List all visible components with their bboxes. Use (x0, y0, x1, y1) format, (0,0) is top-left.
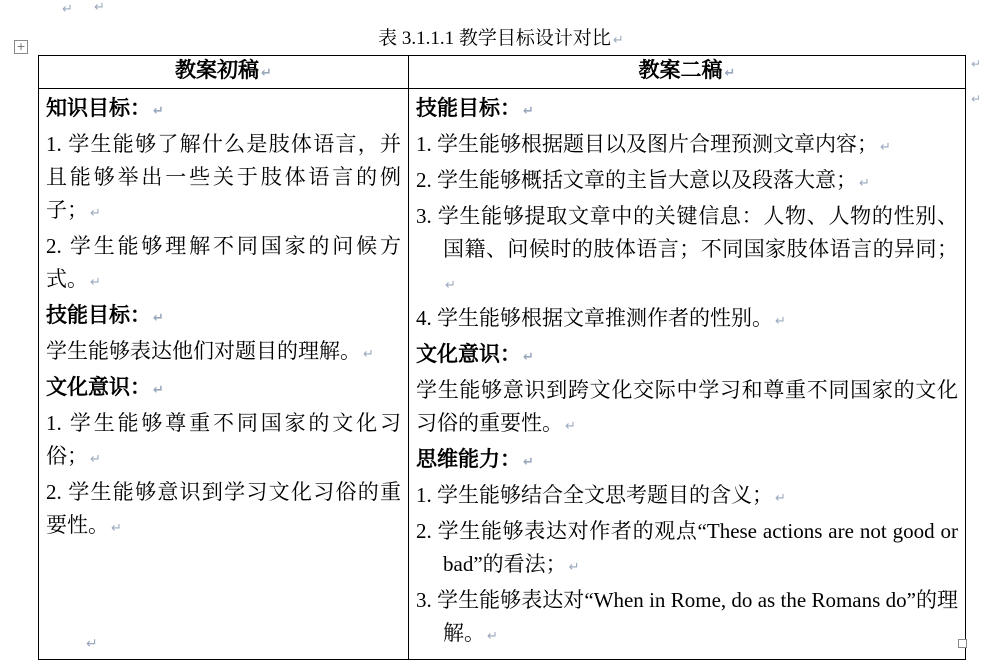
objective-item[interactable] (46, 230, 401, 299)
table-header-row-group (39, 56, 966, 89)
paragraph-text[interactable]: 1. 学生能够结合全文思考题目的含义； (416, 483, 773, 507)
table-header-row (39, 56, 966, 89)
paragraph-text[interactable]: 3. 学生能够表达对“When in Rome, do as the Romans do”的理解。 (416, 588, 958, 645)
paragraph-mark-icon: ↵ (90, 275, 101, 290)
objective-category-heading[interactable] (46, 299, 401, 335)
paragraph-text[interactable]: 学生能够表达他们对题目的理解。 (46, 339, 361, 363)
paragraph-mark-icon: ↵ (94, 0, 105, 15)
paragraph-text[interactable]: 学生能够意识到跨文化交际中学习和尊重不同国家的文化习俗的重要性。 (416, 378, 958, 435)
paragraph-mark-icon: ↵ (775, 491, 786, 506)
paragraph-mark-icon: ↵ (568, 560, 580, 575)
cell-draft-second[interactable] (409, 89, 966, 660)
paragraph-mark-icon: ↵ (612, 33, 624, 48)
objective-category-heading[interactable] (46, 371, 401, 407)
paragraph-mark-icon: ↵ (86, 636, 98, 652)
paragraph-mark-icon: ↵ (153, 311, 164, 326)
move-cross-icon: + (16, 40, 26, 53)
paragraph-text[interactable]: 2. 学生能够表达对作者的观点“These actions are not good or bad”的看法； (416, 519, 958, 576)
objective-item[interactable] (46, 476, 401, 545)
header-text-draft-initial: 教案初稿 (175, 58, 260, 82)
paragraph-text[interactable]: 文化意识： (416, 342, 521, 366)
paragraph-text[interactable]: 思维能力： (416, 447, 521, 471)
header-text-draft-second: 教案二稿 (638, 58, 723, 82)
paragraph-text[interactable]: 知识目标： (46, 96, 151, 120)
paragraph-text[interactable]: 技能目标： (46, 303, 151, 327)
table-caption[interactable] (0, 23, 1002, 50)
objective-item[interactable] (416, 584, 958, 653)
paragraph-mark-icon: ↵ (90, 206, 101, 221)
paragraph-mark-icon: ↵ (565, 419, 576, 434)
paragraph-mark-icon: ↵ (487, 629, 498, 644)
objective-item[interactable] (46, 335, 401, 371)
header-cell-draft-initial[interactable] (39, 56, 409, 89)
row-end-mark-icon: ↵ (971, 57, 982, 71)
objective-item[interactable] (416, 200, 958, 302)
objective-item[interactable] (416, 128, 958, 164)
table-resize-handle[interactable] (958, 639, 967, 648)
paragraph-text[interactable]: 1. 学生能够尊重不同国家的文化习俗； (46, 411, 401, 468)
paragraph-mark-icon: ↵ (62, 2, 73, 17)
objective-category-heading[interactable] (416, 338, 958, 374)
paragraph-text[interactable]: 2. 学生能够意识到学习文化习俗的重要性。 (46, 480, 401, 537)
cell-draft-initial[interactable] (39, 89, 409, 660)
objective-item[interactable] (46, 128, 401, 230)
paragraph-text[interactable]: 文化意识： (46, 375, 151, 399)
paragraph-mark-icon: ↵ (724, 66, 736, 81)
table-body-row (39, 89, 966, 660)
paragraph-text[interactable]: 3. 学生能够提取文章中的关键信息：人物、人物的性别、国籍、问候时的肢体语言；不同国家肢体语言的异同； (416, 204, 958, 261)
paragraph-mark-icon: ↵ (90, 452, 101, 467)
paragraph-mark-icon: ↵ (363, 347, 374, 362)
paragraph-text[interactable]: 2. 学生能够理解不同国家的问候方式。 (46, 234, 401, 291)
paragraph-text[interactable]: 2. 学生能够概括文章的主旨大意以及段落大意； (416, 168, 857, 192)
paragraph-mark-icon: ↵ (153, 383, 164, 398)
paragraph-mark-icon: ↵ (261, 66, 272, 81)
paragraph-mark-icon: ↵ (111, 521, 122, 536)
objective-item[interactable] (416, 374, 958, 443)
paragraph-text[interactable]: 1. 学生能够根据题目以及图片合理预测文章内容； (416, 132, 878, 156)
objective-category-heading[interactable] (416, 92, 958, 128)
paragraph-mark-icon: ↵ (153, 104, 164, 119)
objective-category-heading[interactable] (416, 443, 958, 479)
objective-item[interactable] (416, 515, 958, 584)
paragraph-mark-icon: ↵ (523, 350, 534, 365)
paragraph-mark-icon: ↵ (445, 278, 456, 293)
objective-item[interactable] (416, 164, 958, 200)
row-end-mark-icon: ↵ (971, 92, 982, 106)
objective-item[interactable] (416, 302, 958, 338)
paragraph-text[interactable]: 技能目标： (416, 96, 521, 120)
table-move-handle[interactable] (14, 40, 28, 54)
objective-category-heading[interactable] (46, 92, 401, 128)
objective-item[interactable] (416, 479, 958, 515)
paragraph-mark-icon: ↵ (880, 140, 891, 155)
paragraph-text[interactable]: 4. 学生能够根据文章推测作者的性别。 (416, 306, 773, 330)
paragraph-mark-icon: ↵ (523, 455, 534, 470)
paragraph-text[interactable]: 1. 学生能够了解什么是肢体语言，并且能够举出一些关于肢体语言的例子； (46, 132, 401, 222)
header-cell-draft-second[interactable] (409, 56, 966, 89)
table-caption-text[interactable]: 表 3.1.1.1 教学目标设计对比 (378, 28, 611, 49)
paragraph-mark-icon: ↵ (775, 314, 786, 329)
paragraph-mark-icon: ↵ (859, 176, 870, 191)
table-body-row-group (39, 89, 966, 660)
paragraph-mark-icon: ↵ (523, 104, 534, 119)
objective-item[interactable] (46, 407, 401, 476)
comparison-table (38, 55, 966, 660)
